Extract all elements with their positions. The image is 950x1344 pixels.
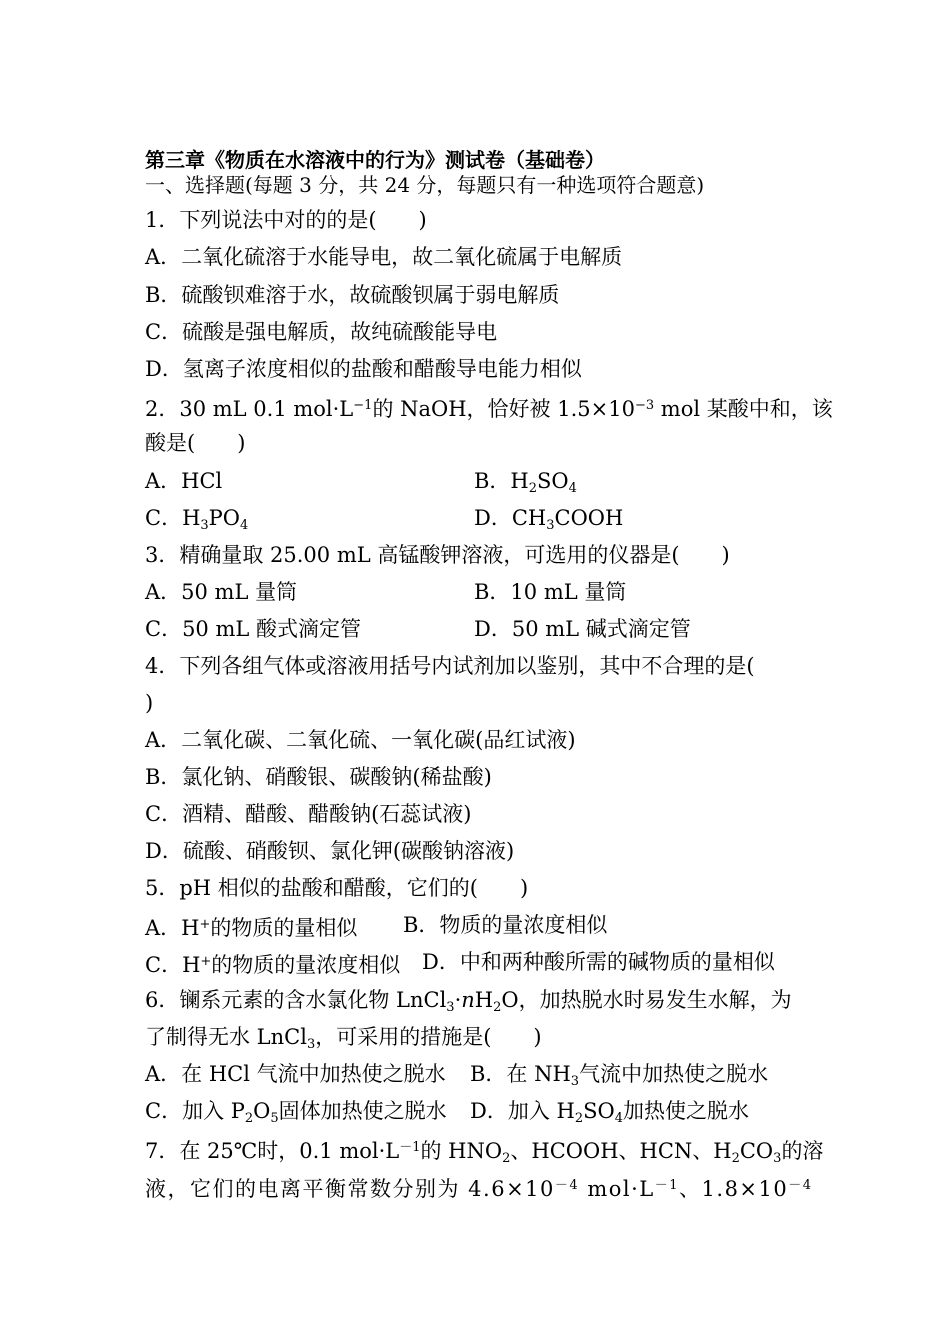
page-title: 第三章《物质在水溶液中的行为》测试卷（基础卷）: [145, 148, 605, 172]
question-5-option-b: B．物质的量浓度相似: [403, 913, 608, 937]
question-1-stem: 1．下列说法中对的的是( ): [145, 208, 427, 232]
question-3-option-b: B．10 mL 量筒: [474, 580, 627, 604]
question-6-stem-cont: 了制得无水 LnCl$_3$，可采用的措施是( ): [145, 1025, 542, 1052]
question-2-option-c: C．$H_3PO_4$: [145, 506, 249, 533]
section-heading: 一、选择题(每题 3 分，共 24 分，每题只有一种选项符合题意): [145, 173, 705, 197]
question-6-option-c: C．加入 $P_2O_5$固体加热使之脱水: [145, 1099, 447, 1126]
question-2-stem-cont: 酸是( ): [145, 431, 246, 455]
question-1-option-b: B．硫酸钡难溶于水，故硫酸钡属于弱电解质: [145, 283, 560, 307]
question-4-stem-cont: ): [145, 691, 154, 715]
question-5-option-d: D．中和两种酸所需的碱物质的量相似: [422, 950, 775, 974]
question-1-option-c: C．硫酸是强电解质，故纯硫酸能导电: [145, 320, 498, 344]
question-4-option-a: A．二氧化碳、二氧化硫、一氧化碳(品红试液): [145, 728, 576, 752]
question-5-option-c: C．H+的物质的量浓度相似: [145, 953, 401, 977]
question-7-stem-cont: 液，它们的电离平衡常数分别为 $4.6\times 10^{-4}$ $mol\cdot L^{-1}$、$1.8\times 10^{-4}$: [145, 1177, 813, 1201]
question-5-stem: 5．pH 相似的盐酸和醋酸，它们的( ): [145, 876, 529, 900]
question-1-option-d: D．氢离子浓度相似的盐酸和醋酸导电能力相似: [145, 357, 582, 381]
question-6-option-d: D．加入 $H_2SO_4$加热使之脱水: [470, 1099, 749, 1126]
question-3-stem: 3．精确量取 25.00 mL 高锰酸钾溶液，可选用的仪器是( ): [145, 543, 730, 567]
question-4-option-c: C．酒精、醋酸、醋酸钠(石蕊试液): [145, 802, 472, 826]
question-2-option-a: A．HCl: [145, 469, 223, 493]
question-3-option-a: A．50 mL 量筒: [145, 580, 298, 604]
question-4-stem: 4．下列各组气体或溶液用括号内试剂加以鉴别，其中不合理的是(: [145, 654, 755, 678]
question-6-option-b: B．在 $NH_3$气流中加热使之脱水: [470, 1062, 769, 1089]
question-7-stem: 7．在 25℃时，0.1 $mol\cdot L^{-1}$的 $HNO_2$、HCOOH、HCN、$H_2CO_3$的溶: [145, 1139, 824, 1166]
question-1-option-a: A．二氧化硫溶于水能导电，故二氧化硫属于电解质: [145, 245, 623, 269]
question-5-option-a: A．H+的物质的量相似: [145, 916, 358, 940]
question-3-option-c: C．50 mL 酸式滴定管: [145, 617, 361, 641]
question-2-option-b: B．$H_2SO_4$: [474, 469, 577, 496]
question-4-option-d: D．硫酸、硝酸钡、氯化钾(碳酸钠溶液): [145, 839, 515, 863]
question-6-option-a: A．在 HCl 气流中加热使之脱水: [145, 1062, 446, 1086]
question-3-option-d: D．50 mL 碱式滴定管: [474, 617, 691, 641]
question-2-option-d: D．$CH_3COOH$: [474, 506, 624, 533]
question-4-option-b: B．氯化钠、硝酸银、碳酸钠(稀盐酸): [145, 765, 492, 789]
question-2-stem: 2．30 mL 0.1 $mol\cdot L^{-1}$的 NaOH，恰好被 $1.5\times 10^{-3}$ mol 某酸中和，该: [145, 397, 833, 421]
question-6-stem: 6．镧系元素的含水氯化物 $LnCl_3\cdot nH_2O$，加热脱水时易发生水解，为: [145, 988, 792, 1015]
